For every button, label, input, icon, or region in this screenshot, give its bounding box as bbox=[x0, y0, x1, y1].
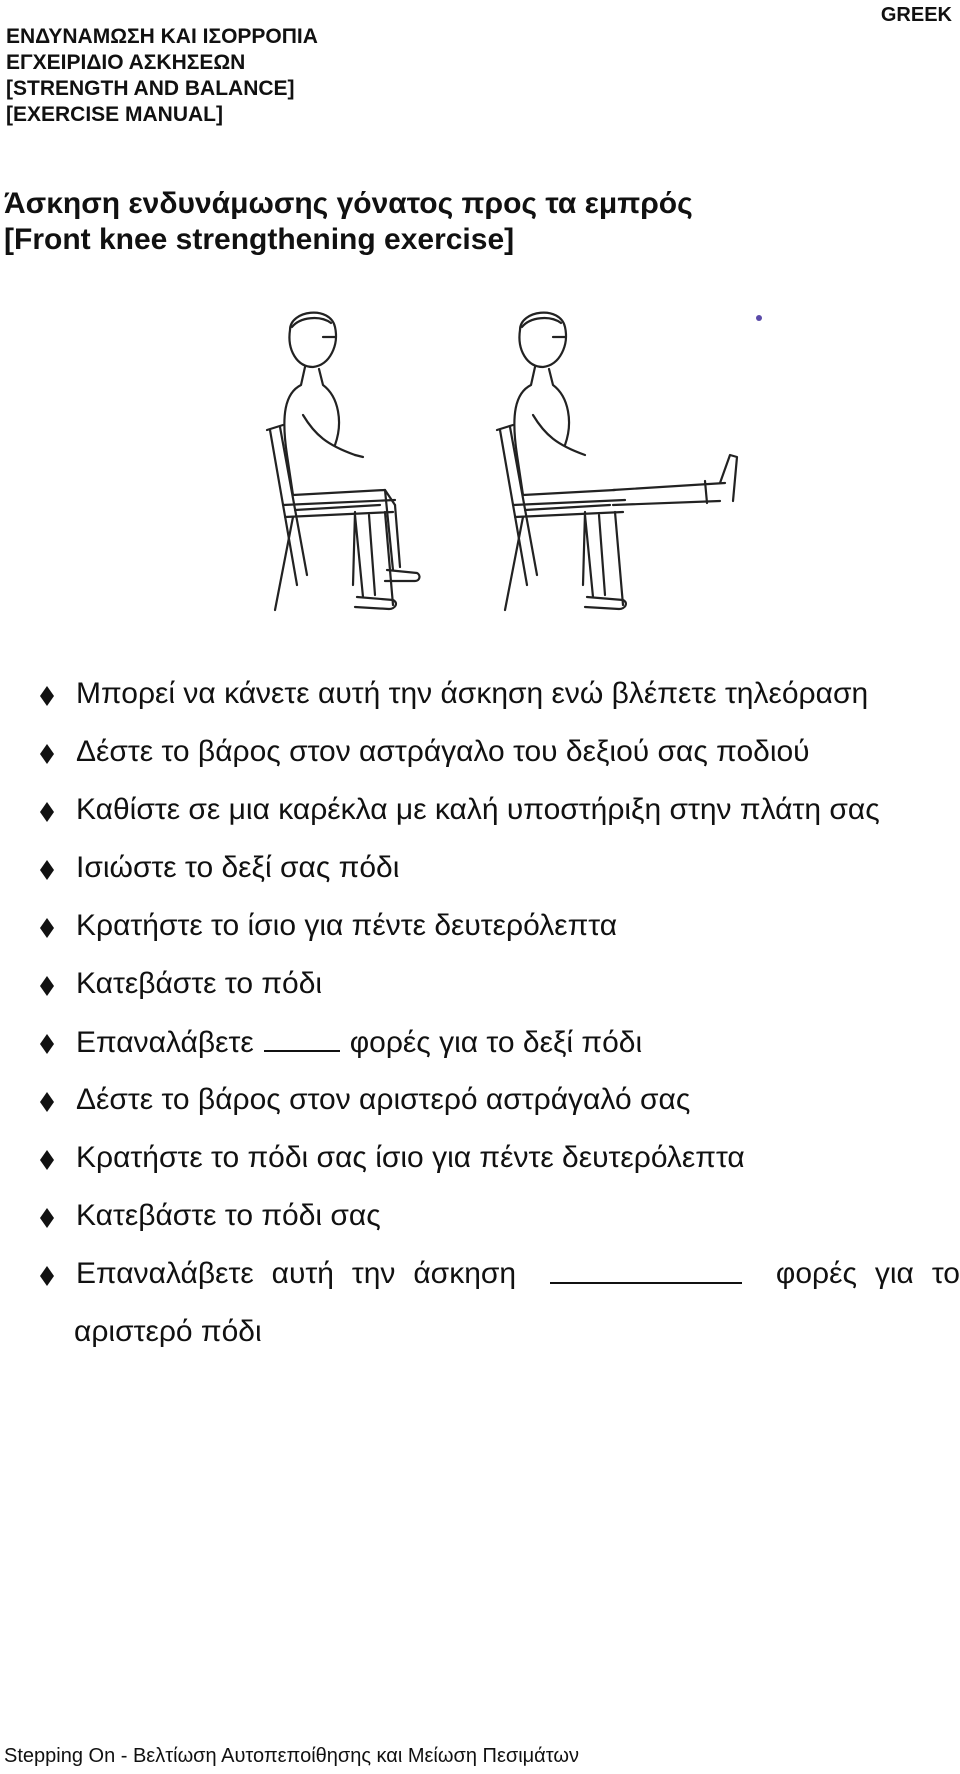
instruction-word: την bbox=[351, 1257, 396, 1290]
exercise-illustration bbox=[235, 305, 755, 625]
instruction-text: Κρατήστε το ίσιο για πέντε δευτερόλεπτα bbox=[76, 909, 618, 942]
instruction-text-after-blank: φορές για το δεξί πόδι bbox=[349, 1026, 643, 1059]
instruction-word: φορές bbox=[775, 1257, 857, 1290]
instruction-item bbox=[0, 730, 960, 788]
diamond-bullet-icon bbox=[40, 1034, 54, 1048]
language-tag: GREEK bbox=[880, 4, 952, 26]
instruction-list bbox=[0, 672, 960, 1348]
diamond-bullet-icon bbox=[40, 744, 54, 758]
diamond-bullet-icon bbox=[40, 1208, 54, 1222]
seated-figure-leg-extended bbox=[497, 313, 737, 610]
manual-title-line: [EXERCISE MANUAL] bbox=[6, 103, 224, 126]
diamond-bullet-icon bbox=[40, 860, 54, 874]
instruction-word: Επαναλάβετε bbox=[76, 1257, 254, 1290]
manual-title-line: [STRENGTH AND BALANCE] bbox=[6, 77, 295, 100]
diamond-bullet-icon bbox=[40, 976, 54, 990]
diamond-bullet-icon bbox=[40, 1150, 54, 1164]
instruction-item bbox=[0, 1194, 960, 1252]
instruction-item bbox=[0, 904, 960, 962]
exercise-title-english: [Front knee strengthening exercise] bbox=[4, 223, 515, 256]
diamond-bullet-icon bbox=[40, 918, 54, 932]
diamond-bullet-icon bbox=[40, 686, 54, 700]
instruction-text: Δέστε το βάρος στον αριστερό αστράγαλό σας bbox=[76, 1083, 691, 1116]
instruction-text: Κρατήστε το πόδι σας ίσιο για πέντε δευτερόλεπτα bbox=[76, 1141, 745, 1174]
instruction-word: άσκηση bbox=[413, 1257, 517, 1290]
repetitions-blank[interactable] bbox=[550, 1252, 742, 1284]
instruction-text: Μπορεί να κάνετε αυτή την άσκηση ενώ βλέπετε τηλεόραση bbox=[76, 677, 869, 710]
instruction-word: το bbox=[931, 1257, 960, 1290]
instruction-text bbox=[76, 1020, 642, 1065]
instruction-item bbox=[0, 672, 960, 730]
diamond-bullet-icon bbox=[40, 802, 54, 816]
instruction-text: Κατεβάστε το πόδι σας bbox=[76, 1199, 381, 1232]
instruction-item bbox=[0, 1078, 960, 1136]
stray-dot bbox=[756, 315, 762, 321]
instruction-item bbox=[0, 1136, 960, 1194]
instruction-text: Καθίστε σε μια καρέκλα με καλή υποστήριξη στην πλάτη σας bbox=[76, 793, 880, 826]
instruction-item bbox=[0, 846, 960, 904]
instruction-text: Κατεβάστε το πόδι bbox=[76, 967, 323, 1000]
footer-text: Stepping On - Βελτίωση Αυτοπεποίθησης και Μείωση Πεσιμάτων bbox=[4, 1745, 579, 1767]
instruction-word: για bbox=[874, 1257, 914, 1290]
exercise-title-greek: Άσκηση ενδυνάμωσης γόνατος προς τα εμπρός bbox=[4, 187, 693, 220]
instruction-text-continuation: αριστερό πόδι bbox=[74, 1315, 262, 1348]
instruction-item bbox=[0, 788, 960, 846]
seated-figure-rest bbox=[267, 313, 419, 610]
seated-knee-extension-drawing bbox=[235, 305, 755, 625]
manual-title-line: ΕΝΔΥΝΑΜΩΣΗ ΚΑΙ ΙΣΟΡΡΟΠΙΑ bbox=[6, 25, 318, 48]
instruction-word: αυτή bbox=[271, 1257, 334, 1290]
diamond-bullet-icon bbox=[40, 1092, 54, 1106]
exercise-title bbox=[4, 186, 693, 258]
instruction-text-justified bbox=[76, 1252, 960, 1296]
manual-title-line: ΕΓΧΕΙΡΙΔΙΟ ΑΣΚΗΣΕΩΝ bbox=[6, 51, 246, 74]
instruction-text-before-blank: Επαναλάβετε bbox=[76, 1026, 254, 1059]
manual-title bbox=[6, 24, 318, 128]
diamond-bullet-icon bbox=[40, 1266, 54, 1280]
instruction-item bbox=[0, 1020, 960, 1078]
repetitions-blank[interactable] bbox=[264, 1020, 340, 1052]
instruction-text: Δέστε το βάρος στον αστράγαλο του δεξιού σας ποδιού bbox=[76, 735, 810, 768]
instruction-item bbox=[0, 962, 960, 1020]
instruction-text: Ισιώστε το δεξί σας πόδι bbox=[76, 851, 400, 884]
instruction-item bbox=[0, 1252, 960, 1348]
